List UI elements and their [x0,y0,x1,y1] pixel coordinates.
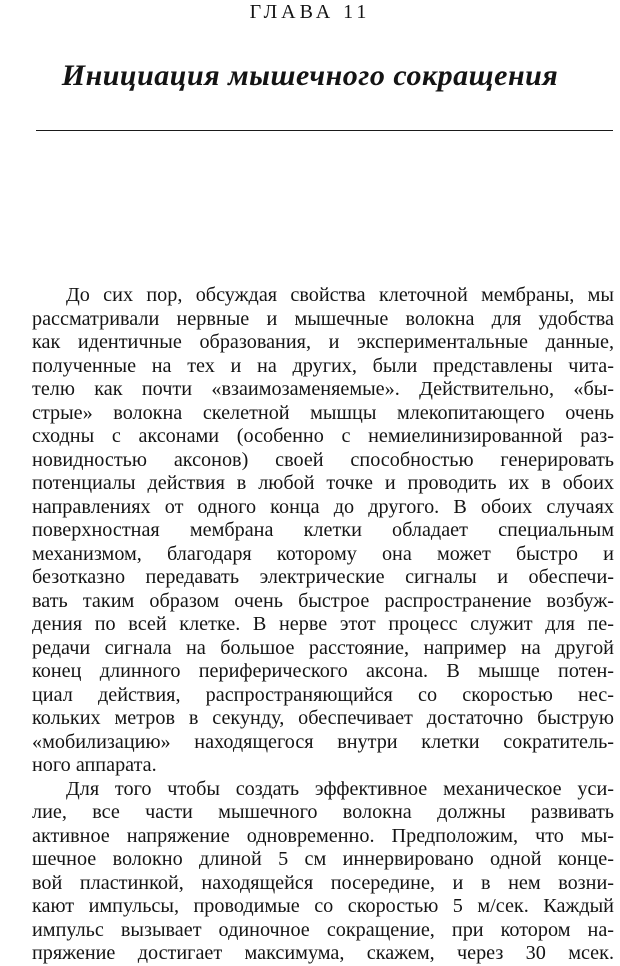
text-line: рассматривали нервные и мышечные волокна для удобства [32,307,614,330]
text-line: До сих пор, обсуждая свойства клеточной мембраны, мы [66,284,614,306]
text-line: телю как почти «взаимозаменяемые». Действительно, «бы- [32,378,614,400]
text-line: как идентичные образования, и экспериментальные данные, [32,331,614,353]
text-line: вой пластинкой, находящейся посередине, и в нем возни- [32,871,614,894]
text-line: потенциалы действия в любой точке и проводить их в обоих [32,472,614,494]
text-line: безотказно передавать электрические сигналы и обеспечи- [32,566,614,588]
text-line: вать таким образом очень быстрое распространение возбуж- [32,589,614,612]
text-line: активное напряжение одновременно. Предположим, что мы- [32,824,614,847]
text-line: стрые» волокна скелетной мышцы млекопитающего очень [32,401,614,424]
text-line: кают импульсы, проводимые со скоростью 5 м/сек. Каждый [32,895,614,917]
text-line: пряжение достигает максимума, скажем, через 30 мсек. [32,942,614,964]
text-line: сходны с аксонами (особенно с немиелинизированной раз- [32,425,614,447]
chapter-title: Инициация мышечного сокращения [61,59,559,92]
text-line: ного аппарата. [32,754,157,776]
text-line: поверхностная мембрана клетки обладает специальным [32,519,614,541]
text-line: импульс вызывает одиночное сокращение, при котором на- [32,918,614,941]
chapter-heading: ГЛАВА 11 [249,1,371,23]
text-line: новидностью аксонов) своей способностью генерировать [32,448,614,471]
title-divider [36,130,613,131]
text-line: кольких метров в секунду, обеспечивает достаточно быструю [32,707,614,729]
text-line: Для того чтобы создать эффективное механическое уси- [66,777,614,800]
text-line: конец длинного периферического аксона. В мышце потен- [32,660,614,682]
text-line: циал действия, распространяющийся со скоростью нес- [32,683,614,706]
text-line: направлениях от одного конца до другого. В обоих случаях [32,495,614,518]
text-line: механизмом, благодаря которому она может быстро и [32,542,614,565]
body-text [32,284,614,966]
text-line: редачи сигнала на большое расстояние, например на другой [32,636,614,659]
text-line: шечное волокно длиной 5 см иннервировано одной конце- [32,848,614,870]
text-line: полученные на тех и на других, были представлены чита- [32,354,614,377]
text-line: лие, все части мышечного волокна должны развивать [32,801,614,823]
text-line: дения по всей клетке. В нерве этот процесс служит для пе- [32,613,614,635]
text-line: «мобилизацию» находящегося внутри клетки сократитель- [32,730,614,753]
